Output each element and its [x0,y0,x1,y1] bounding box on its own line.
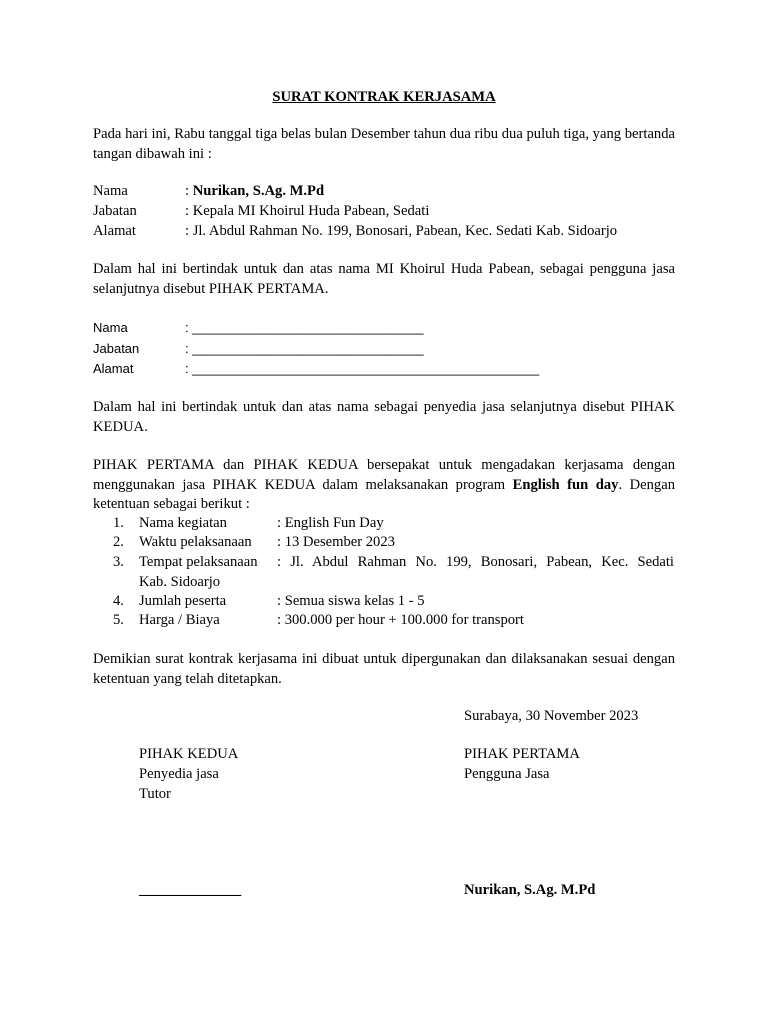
party1-name-bold: Nurikan, S.Ag. M.Pd [192,183,325,199]
party2-address-blank: : ________________________________________________ [185,361,540,376]
intro-paragraph: Pada hari ini, Rabu tanggal tiga belas bulan Desember tahun dua ribu dua puluh tiga, yang bertanda tangan dibawah ini : [93,126,675,162]
list-item-value: : 300.000 per hour + 100.000 for transport [277,612,524,628]
party1-position-label: Jabatan [93,203,137,219]
list-item-value: : Jl. Abdul Rahman No. 199, Bonosari, Pabean, Kec. Sedati [277,554,674,570]
party1-name-colon: : [185,183,193,199]
party1-address-value: : Jl. Abdul Rahman No. 199, Bonosari, Pabean, Kec. Sedati Kab. Sidoarjo [185,223,618,239]
party1-name-value [185,182,324,202]
list-item-label: Harga / Biaya [139,612,220,628]
agreement-after: . Dengan ketentuan sebagai berikut : [93,476,675,512]
closing-paragraph: Demikian surat kontrak kerjasama ini dibuat untuk dipergunakan dan dilaksanakan sesuai dengan ketentuan yang telah ditetapkan. [93,651,675,687]
signature-right-name: Nurikan, S.Ag. M.Pd [464,882,596,898]
signature-left-role: Penyedia jasa [139,766,219,782]
signature-left-party: PIHAK KEDUA [139,746,239,762]
list-item [93,553,675,590]
list-item-number: 4. [113,593,124,609]
party1-statement: Dalam hal ini bertindak untuk dan atas nama MI Khoirul Huda Pabean, sebagai pengguna jasa selanjutnya disebut PIHAK PERTAMA. [93,261,675,297]
list-item-label: Waktu pelaksanaan [139,534,252,550]
list-item-number: 1. [113,515,124,531]
list-item [93,611,675,631]
list-item-value: : English Fun Day [277,515,384,531]
list-item-number: 3. [113,554,124,570]
party2-statement: Dalam hal ini bertindak untuk dan atas nama sebagai penyedia jasa selanjutnya disebut PIHAK KEDUA. [93,399,675,435]
list-item-number: 5. [113,612,124,628]
list-item-continuation: Kab. Sidoarjo [139,574,221,590]
party2-address-label: Alamat [93,361,134,376]
party2-position-blank: : ________________________________ [185,341,424,356]
party1-name-label: Nama [93,183,128,199]
list-item-value: : 13 Desember 2023 [277,534,395,550]
agreement-before: PIHAK PERTAMA dan PIHAK KEDUA bersepakat untuk mengadakan kerjasama dengan menggunakan jasa PIHAK KEDUA dalam melaksanakan program [93,457,675,493]
signature-left-extra: Tutor [139,786,171,802]
signature-left-name-line: ______________ [139,882,242,898]
party2-name-blank: : ________________________________ [185,320,424,335]
signature-right-role: Pengguna Jasa [464,766,550,782]
list-item [93,592,675,612]
document-title: SURAT KONTRAK KERJASAMA [272,89,496,105]
list-item-number: 2. [113,534,124,550]
list-item [93,533,675,553]
party1-address-label: Alamat [93,223,136,239]
agreement-paragraph [93,456,675,515]
party2-name-label: Nama [93,320,128,335]
list-item-label: Nama kegiatan [139,515,227,531]
list-item-value: : Semua siswa kelas 1 - 5 [277,593,425,609]
agreement-program: English fun day [512,476,619,493]
list-item-label: Jumlah peserta [139,593,227,609]
party1-position-value: : Kepala MI Khoirul Huda Pabean, Sedati [185,203,430,219]
list-item [93,514,675,534]
place-date: Surabaya, 30 November 2023 [464,708,639,724]
party2-position-label: Jabatan [93,341,140,356]
signature-right-party: PIHAK PERTAMA [464,746,580,762]
list-item-label: Tempat pelaksanaan [139,554,258,570]
